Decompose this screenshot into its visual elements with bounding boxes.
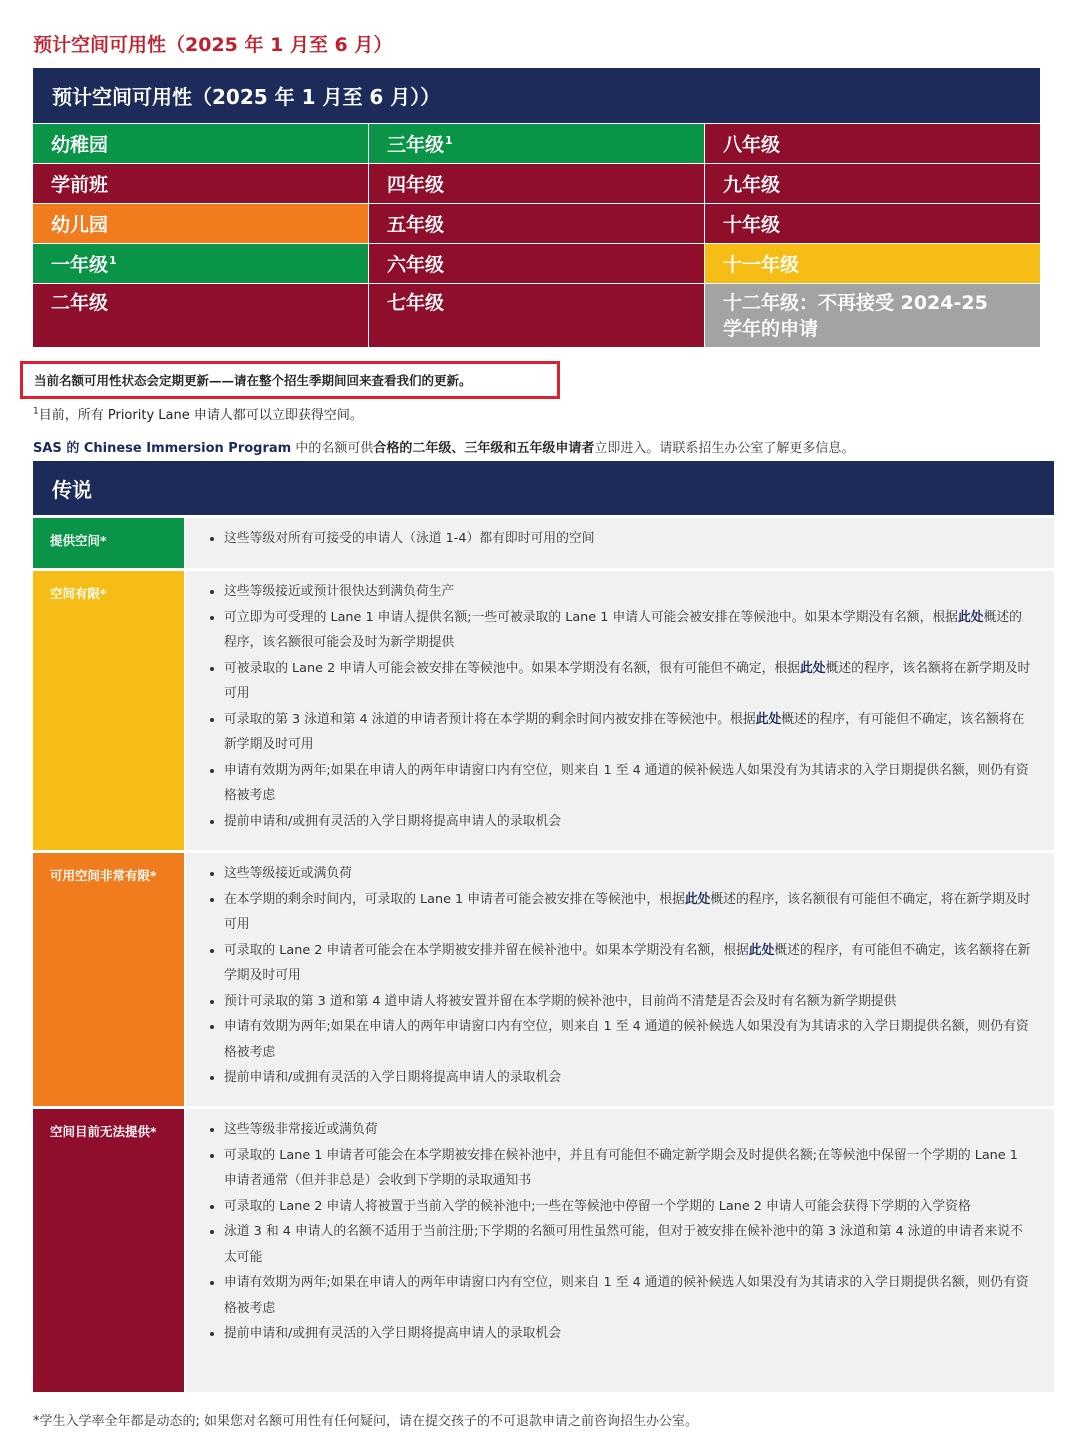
bullet-text: 概述的程序，该名额很可能会及时为新学期提供: [224, 609, 1022, 650]
grade-column-col1: [33, 123, 368, 347]
grade-cell: [369, 244, 704, 283]
bullet-text: 可录取的第 3 泳道和第 4 泳道的申请者预计将在本学期的剩余时间内被安排在等候池中。根据: [224, 711, 756, 727]
legend-bullet: [224, 1143, 1034, 1194]
legend-title: 传说: [33, 461, 1054, 515]
grade-label: 十二年级：不再接受 2024-25: [723, 292, 988, 314]
grade-label: 二年级: [51, 292, 109, 314]
grade-cell: [369, 204, 704, 243]
legend-label: 可用空间非常有限*: [33, 853, 184, 1106]
footnote-marker: 1: [33, 406, 39, 417]
grade-column-col3: [705, 123, 1040, 347]
bullet-text: 提前申请和/或拥有灵活的入学日期将提高申请人的录取机会: [224, 1326, 562, 1341]
grade-label: 八年级: [723, 134, 781, 156]
note-grades: 合格的二年级、三年级和五年级申请者: [373, 441, 595, 456]
bullet-text: 预计可录取的第 3 道和第 4 道申请人将被安置并留在本学期的候补池中，目前尚不清楚是否会及时有名额为新学期提供: [224, 993, 897, 1009]
availability-grid: [33, 68, 1040, 347]
grade-label: 七年级: [387, 292, 445, 314]
bullet-text: 可录取的 Lane 1 申请者可能会在本学期被安排在候补池中，并且有可能但不确定新学期会及时提供名额;在等候池中保留一个学期的 Lane 1 申请者通常（但并非总是）会收到下学期的录取通知书: [224, 1147, 1018, 1188]
grade-label: 四年级: [387, 174, 445, 196]
grade-label: 六年级: [387, 254, 445, 276]
legend-label: 空间目前无法提供*: [33, 1109, 184, 1392]
legend-bullet: [224, 1065, 1034, 1091]
legend-bullet: [224, 579, 1034, 605]
legend-description: [186, 571, 1054, 850]
legend-bullet: [224, 861, 1034, 887]
grade-cell: [705, 164, 1040, 203]
grade-label: 三年级: [387, 134, 445, 156]
grade-cell: [369, 284, 704, 347]
legend-description: [186, 1109, 1054, 1392]
grade-cell: [33, 164, 368, 203]
bullet-text: 概述的程序，该名额将在新学期及时可用: [224, 660, 1031, 701]
grade-cell: [369, 164, 704, 203]
here-link[interactable]: 此处: [755, 711, 782, 727]
footnote-priority-lane: [33, 404, 363, 423]
note-text-a: 中的名额可供: [291, 441, 374, 456]
legend-bullet: [224, 526, 1034, 552]
bullet-text: 概述的程序，该名额很有可能但不确定，将在新学期及时可用: [224, 891, 1031, 932]
legend-bullet: [224, 887, 1034, 938]
grid-columns: [33, 123, 1040, 347]
grade-cell: [705, 124, 1040, 163]
bullet-text: 概述的程序，有可能但不确定，该名额将在新学期及时可用: [224, 942, 1031, 983]
bullet-text: 申请有效期为两年;如果在申请人的两年申请窗口内有空位，则来自 1 至 4 通道的候补候选人如果没有为其请求的入学日期提供名额，则仍有资格被考虑: [224, 762, 1029, 803]
bullet-text: 这些等级接近或满负荷: [224, 866, 352, 881]
legend-table: [33, 461, 1054, 1392]
legend-bullet: [224, 989, 1034, 1015]
bullet-text: 可被录取的 Lane 2 申请人可能会被安排在等候池中。如果本学期没有名额，很有可能但不确定，根据: [224, 660, 800, 676]
here-link[interactable]: 此处: [684, 891, 711, 907]
legend-row: [33, 1109, 1054, 1392]
legend-bullet: [224, 1219, 1034, 1270]
legend-row: [33, 853, 1054, 1106]
here-link[interactable]: 此处: [957, 609, 984, 625]
legend-bullet: [224, 1014, 1034, 1065]
grade-label-line2: 学年的申请: [723, 318, 819, 340]
grade-label: 十一年级: [723, 254, 800, 276]
grade-label: 学前班: [51, 174, 109, 196]
legend-bullet: [224, 938, 1034, 989]
bullet-text: 可录取的 Lane 2 申请人将被置于当前入学的候补池中;一些在等候池中停留一个学期的 Lane 2 申请人可能会获得下学期的入学资格: [224, 1198, 971, 1214]
legend-bullet: [224, 1270, 1034, 1321]
update-note: 当前名额可用性状态会定期更新——请在整个招生季期间回来查看我们的更新。: [20, 361, 560, 399]
legend-label: 空间有限*: [33, 571, 184, 850]
bullet-text: 申请有效期为两年;如果在申请人的两年申请窗口内有空位，则来自 1 至 4 通道的候补候选人如果没有为其请求的入学日期提供名额，则仍有资格被考虑: [224, 1275, 1029, 1316]
program-name: SAS 的 Chinese Immersion Program: [33, 441, 292, 456]
legend-row: [33, 518, 1054, 568]
grade-label: 十年级: [723, 214, 781, 236]
bullet-text: 这些等级接近或预计很快达到满负荷生产: [224, 584, 455, 599]
bullet-text: 提前申请和/或拥有灵活的入学日期将提高申请人的录取机会: [224, 1070, 562, 1085]
legend-description: [186, 518, 1054, 568]
legend-bullet: [224, 1321, 1034, 1347]
bullet-text: 可录取的 Lane 2 申请者可能会在本学期被安排并留在候补池中。如果本学期没有名额，根据: [224, 942, 749, 958]
grade-label: 九年级: [723, 174, 781, 196]
grade-label: 幼儿园: [51, 214, 109, 236]
note-text-b: 立即进入。请联系招生办公室了解更多信息。: [594, 441, 855, 456]
footnote-marker: 1: [445, 134, 453, 147]
bullet-text: 可立即为可受理的 Lane 1 申请人提供名额;一些可被录取的 Lane 1 申请人可能会被安排在等候池中。如果本学期没有名额，根据: [224, 609, 958, 625]
bullet-text: 申请有效期为两年;如果在申请人的两年申请窗口内有空位，则来自 1 至 4 通道的候补候选人如果没有为其请求的入学日期提供名额，则仍有资格被考虑: [224, 1019, 1029, 1060]
footnote-marker: 1: [109, 254, 117, 267]
grade-cell: [705, 284, 1040, 347]
legend-bullet: [224, 1117, 1034, 1143]
bullet-text: 这些等级对所有可接受的申请人（泳道 1-4）都有即时可用的空间: [224, 531, 595, 546]
grade-label: 一年级: [51, 254, 109, 276]
grade-cell: [33, 244, 368, 283]
legend-description: [186, 853, 1054, 1106]
grade-label: 五年级: [387, 214, 445, 236]
bullet-text: 泳道 3 和 4 申请人的名额不适用于当前注册;下学期的名额可用性虽然可能，但对于被安排在候补池中的第 3 泳道和第 4 泳道的申请者来说不太可能: [224, 1224, 1023, 1265]
grade-column-col2: [369, 123, 704, 347]
grade-label: 幼稚园: [51, 134, 109, 156]
legend-label: 提供空间*: [33, 518, 184, 568]
legend-bullet: [224, 707, 1034, 758]
legend-rows: [33, 518, 1054, 1392]
grade-cell: [705, 244, 1040, 283]
grade-cell: [705, 204, 1040, 243]
legend-bullet: [224, 656, 1034, 707]
bullet-text: 在本学期的剩余时间内，可录取的 Lane 1 申请者可能会被安排在等候池中，根据: [224, 891, 685, 907]
here-link[interactable]: 此处: [748, 942, 775, 958]
grade-cell: [33, 124, 368, 163]
legend-bullet: [224, 809, 1034, 835]
bottom-note: *学生入学率全年都是动态的; 如果您对名额可用性有任何疑问，请在提交孩子的不可退款申请之前咨询招生办公室。: [33, 1414, 699, 1429]
legend-bullet: [224, 605, 1034, 656]
chinese-immersion-note: [33, 437, 854, 456]
grade-cell: [33, 204, 368, 243]
grid-title: 预计空间可用性（2025 年 1 月至 6 月））: [33, 68, 1040, 123]
bullet-text: 提前申请和/或拥有灵活的入学日期将提高申请人的录取机会: [224, 813, 562, 829]
footnote-text: 目前，所有 Priority Lane 申请人都可以立即获得空间。: [38, 408, 363, 423]
legend-row: [33, 571, 1054, 850]
legend-bullet: [224, 1194, 1034, 1220]
grade-cell: [369, 124, 704, 163]
legend-bullet: [224, 758, 1034, 809]
bullet-text: 概述的程序，有可能但不确定，该名额将在新学期及时可用: [224, 711, 1025, 752]
grade-cell: [33, 284, 368, 347]
here-link[interactable]: 此处: [799, 660, 826, 676]
page-title: 预计空间可用性（2025 年 1 月至 6 月）: [33, 34, 393, 56]
bullet-text: 这些等级非常接近或满负荷: [224, 1122, 378, 1137]
